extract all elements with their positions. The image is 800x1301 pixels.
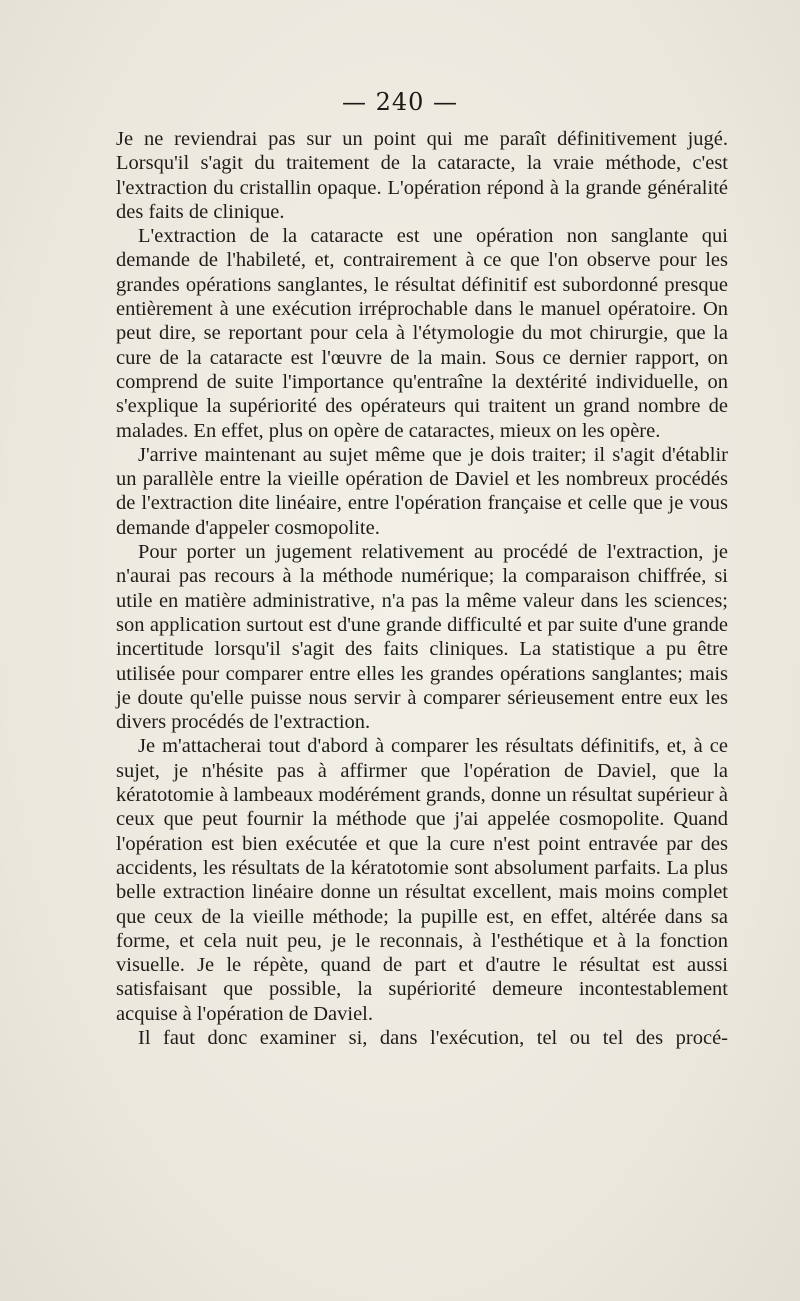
paragraph-2: L'extraction de la cataracte est une opération non sanglante qui demande de l'habileté, et, contrairement à ce que l'on observe pour les grandes opérations sanglantes, le résultat définitif est subordonné presque entièrement à une exécution irréprochable dans le manuel opératoire. On peut dire, se reportant pour cela à l'étymologie du mot chirurgie, que la cure de la cataracte est l'œuvre de la main. Sous ce dernier rapport, on comprend de suite l'importance qu'entraîne la dextérité individuelle, on s'explique la supériorité des opérateurs qui traitent un grand nombre de malades. En effet, plus on opère de cataractes, mieux on les opère.: [116, 225, 728, 442]
page-number: — 240 —: [341, 88, 459, 116]
body-text: [116, 127, 728, 1050]
paragraph-3: J'arrive maintenant au sujet même que je dois traiter; il s'agit d'établir un parallèle entre la vieille opération de Daviel et les nombreux procédés de l'extraction dite linéaire, entre l'opération française et celle que je vous demande d'appeler cosmopolite.: [116, 443, 728, 539]
paragraph-4: Pour porter un jugement relativement au procédé de l'extraction, je n'aurai pas recours à la méthode numérique; la comparaison chiffrée, si utile en matière administrative, n'a pas la même valeur dans les sciences; son application surtout est d'une grande difficulté et par suite d'une grande incertitude lorsqu'il s'agit des faits cliniques. La statistique a pu être utilisée pour comparer entre elles les grandes opérations sanglantes; mais je doute qu'elle puisse nous servir à comparer sérieusement entre eux les divers procédés de l'extraction.: [116, 541, 728, 734]
paragraph-5: Je m'attacherai tout d'abord à comparer les résultats définitifs, et, à ce sujet, je n'hésite pas à affirmer que l'opération de Daviel, que la kératotomie à lambeaux modérément grands, donne un résultat supérieur à ceux que peut fournir la méthode que j'ai appelée cosmopolite. Quand l'opération est bien exécutée et que la cure n'est point entravée par des accidents, les résultats de la kératotomie sont absolument parfaits. La plus belle extraction linéaire donne un résultat excellent, mais moins complet que ceux de la vieille méthode; la pupille est, en effet, altérée dans sa forme, et cela nuit peu, je le reconnais, à l'esthétique et à la fonction visuelle. Je le répète, quand de part et d'autre le résultat est aussi satisfaisant que possible, la supériorité demeure incontestablement acquise à l'opération de Daviel.: [116, 735, 728, 1025]
paragraph-6: Il faut donc examiner si, dans l'exécution, tel ou tel des procé-: [138, 1026, 728, 1049]
paragraph-1: Je ne reviendrai pas sur un point qui me paraît définitivement jugé. Lorsqu'il s'agit du traitement de la cataracte, la vraie méthode, c'est l'extraction du cristallin opaque. L'opération répond à la grande généralité des faits de clinique.: [116, 128, 728, 223]
